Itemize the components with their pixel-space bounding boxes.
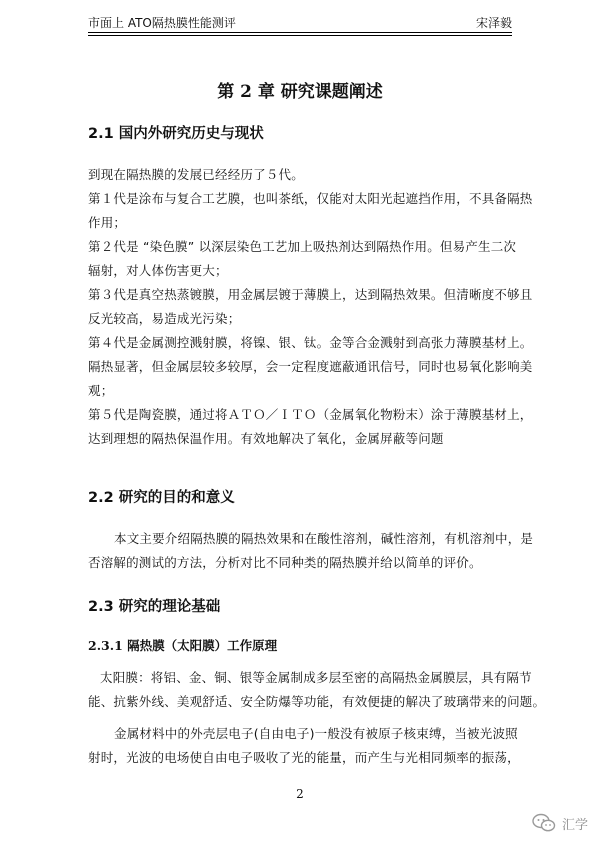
s21-line-6: 第３代是真空热蒸镀膜，用金属层镀于薄膜上，达到隔热效果。但清晰度不够且	[88, 287, 533, 302]
header-rule	[88, 32, 512, 36]
s23-line-2: 能、抗紫外线、美观舒适、安全防爆等功能，有效便捷的解决了玻璃带来的问题。	[88, 694, 546, 709]
header-title: 市面上 ATO隔热膜性能测评	[88, 16, 236, 30]
s21-line-3: 作用；	[88, 215, 127, 230]
s21-line-9: 隔热显著，但金属层较多较厚，会一定程度遮蔽通讯信号，同时也易氧化影响美	[88, 359, 533, 374]
section-2-1-title: 2.1 国内外研究历史与现状	[88, 126, 264, 142]
s22-line-1: 本文主要介绍隔热膜的隔热效果和在酸性溶剂，碱性溶剂，有机溶剂中，是	[114, 531, 534, 546]
wechat-icon	[532, 813, 556, 833]
s23-line-1: 太阳膜：将铝、金、铜、银等金属制成多层至密的高隔热金属膜层，具有隔节	[100, 670, 532, 685]
s23-line-3: 金属材料中的外壳层电子(自由电子)一般没有被原子核束缚，当被光波照	[114, 726, 518, 741]
section-2-3-title: 2.3 研究的理论基础	[88, 599, 221, 615]
chapter-title: 第 2 章 研究课题阐述	[217, 82, 383, 102]
watermark-text: 汇学	[561, 817, 588, 833]
page-header	[88, 10, 512, 32]
s21-line-4: 第２代是 “染色膜” 以深层染色工艺加上吸热剂达到隔热作用。但易产生二次	[88, 239, 517, 254]
s23-line-4: 射时，光波的电场使自由电子吸收了光的能量，而产生与光相同频率的振荡，	[88, 750, 520, 765]
s21-line-2: 第１代是涂布与复合工艺膜，也叫茶纸，仅能对太阳光起遮挡作用，不具备隔热	[88, 191, 533, 206]
subsection-2-3-1-title: 2.3.1 隔热膜（太阳膜）工作原理	[88, 638, 278, 653]
page-number: 2	[296, 787, 304, 801]
s21-line-10: 观；	[88, 383, 114, 398]
s21-line-1: 到现在隔热膜的发展已经经历了５代。	[88, 167, 304, 182]
s21-line-11: 第５代是陶瓷膜，通过将ＡＴＯ／ＩＴＯ（金属氧化物粉末）涂于薄膜基材上，	[88, 407, 533, 422]
watermark	[532, 813, 588, 833]
s22-line-2: 否溶解的测试的方法，分析对比不同种类的隔热膜并给以简单的评价。	[88, 555, 482, 570]
s21-line-7: 反光较高，易造成光污染；	[88, 311, 241, 326]
s21-line-12: 达到理想的隔热保温作用。有效地解决了氧化，金属屏蔽等问题	[88, 431, 444, 446]
s21-line-8: 第４代是金属测控溅射膜，将镍、银、钛。金等合金溅射到高张力薄膜基材上。	[88, 335, 533, 350]
header-author: 宋泽毅	[475, 16, 512, 30]
section-2-2-title: 2.2 研究的目的和意义	[88, 490, 235, 506]
s21-line-5: 辐射，对人体伤害更大；	[88, 263, 228, 278]
